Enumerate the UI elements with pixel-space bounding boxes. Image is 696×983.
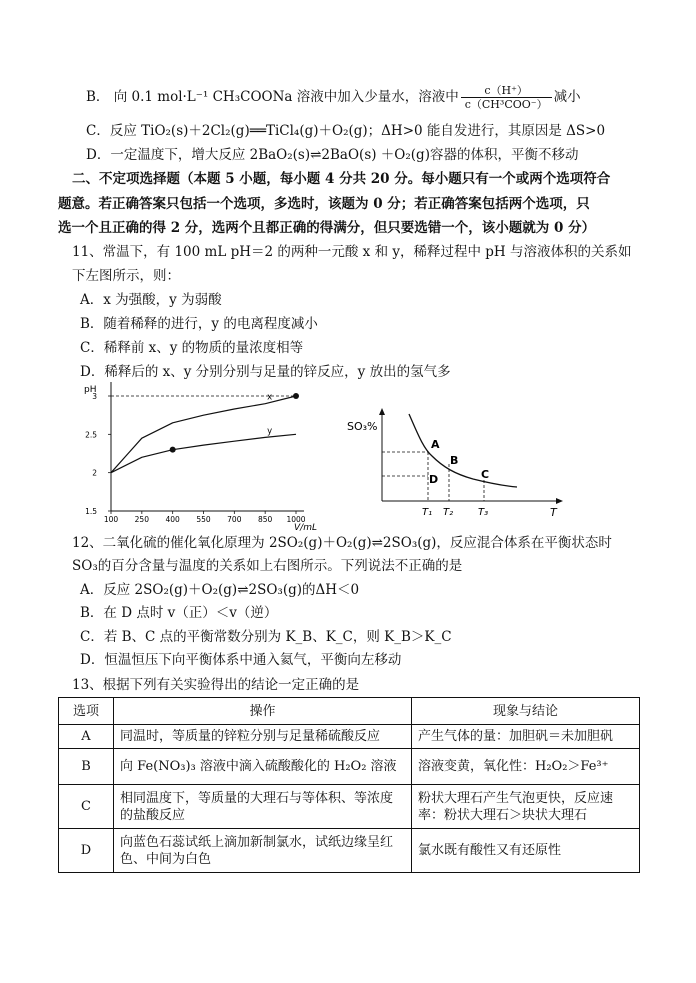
t1-tick-label: T₁ bbox=[422, 507, 433, 518]
fraction-denominator: c（CH³COO⁻） bbox=[464, 98, 548, 111]
option-c: C．反应 TiO₂(s)＋2Cl₂(g)══TiCl₄(g)＋O₂(g)；ΔH>0 能自发进行，其原因是 ΔS>0 bbox=[86, 123, 606, 139]
q12-option-d: D．恒温恒压下向平衡体系中通入氦气，平衡向左移动 bbox=[80, 652, 402, 668]
experiment-table bbox=[58, 697, 640, 873]
ph-marker-point bbox=[293, 393, 299, 399]
q11-stem-line2: 下左图所示，则： bbox=[72, 268, 180, 284]
ph-x-tick-label: 550 bbox=[196, 515, 211, 524]
q11-option-b: B．随着稀释的进行，y 的电离程度减小 bbox=[80, 316, 318, 332]
ph-series-x-label: x bbox=[267, 392, 273, 403]
q12-stem-line2: SO₃的百分含量与温度的关系如上右图所示。下列说法不正确的是 bbox=[72, 558, 463, 574]
table-header-row bbox=[59, 698, 640, 725]
table-row bbox=[59, 725, 640, 749]
table-row bbox=[59, 785, 640, 829]
q11-option-c: C．稀释前 x、y 的物质的量浓度相等 bbox=[80, 340, 304, 356]
ph-y-tick-label: 1.5 bbox=[85, 507, 97, 516]
point-a-label: A bbox=[431, 438, 440, 451]
row-operation: 向 Fe(NO₃)₃ 溶液中滴入硫酸酸化的 H₂O₂ 溶液 bbox=[114, 749, 412, 785]
ph-x-tick-label: 100 bbox=[103, 515, 119, 524]
q12-option-b: B．在 D 点时 v（正）＜v（逆） bbox=[80, 605, 278, 621]
section-two-line3: 选一个且正确的得 2 分，选两个且都正确的得满分，但只要选错一个，该小题就为 0 分） bbox=[58, 220, 596, 236]
t2-tick-label: T₂ bbox=[443, 507, 454, 518]
ph-marker-point bbox=[170, 447, 176, 453]
q12-option-a: A．反应 2SO₂(g)＋O₂(g)⇌2SO₃(g)的ΔH＜0 bbox=[80, 582, 360, 598]
ph-x-tick-label: 1000 bbox=[286, 515, 306, 524]
so3-temperature-chart bbox=[345, 400, 570, 518]
concentration-fraction bbox=[461, 84, 552, 111]
header-option: 选项 bbox=[59, 698, 114, 725]
row-option: A bbox=[59, 725, 114, 749]
ph-series-y-line bbox=[111, 434, 296, 472]
section-two-line1: 二、不定项选择题（本题 5 小题，每小题 4 分共 20 分。每小题只有一个或两个选项符合 bbox=[72, 171, 611, 187]
q13-stem: 13、根据下列有关实验得出的结论一定正确的是 bbox=[72, 677, 360, 693]
row-option: D bbox=[59, 829, 114, 873]
so3-y-label: SO₃% bbox=[347, 420, 378, 433]
t3-tick-label: T₃ bbox=[478, 507, 489, 518]
so3-x-label: T bbox=[550, 506, 557, 518]
header-operation: 操作 bbox=[114, 698, 412, 725]
ph-x-tick-label: 400 bbox=[165, 515, 180, 524]
point-b-label: B bbox=[450, 454, 459, 467]
row-result: 氯水既有酸性又有还原性 bbox=[412, 829, 640, 873]
row-result: 产生气体的量：加胆矾＝未加胆矾 bbox=[412, 725, 640, 749]
q11-stem-line1: 11、常温下，有 100 mL pH＝2 的两种一元酸 x 和 y，稀释过程中 pH 与溶液体积的关系如 bbox=[72, 244, 632, 260]
section-two-line2: 题意。若正确答案只包括一个选项，多选时，该题为 0 分；若正确答案包括两个选项，只 bbox=[58, 196, 590, 212]
ph-x-tick-label: 700 bbox=[227, 515, 242, 524]
table-row bbox=[59, 749, 640, 785]
ph-y-label: pH bbox=[84, 385, 97, 395]
row-operation: 同温时，等质量的锌粒分别与足量稀硫酸反应 bbox=[114, 725, 412, 749]
q11-option-a: A．x 为强酸，y 为弱酸 bbox=[80, 292, 222, 308]
ph-y-tick-label: 2.5 bbox=[85, 430, 97, 440]
ph-x-tick-label: 250 bbox=[134, 515, 149, 524]
ph-x-tick-label: 850 bbox=[258, 515, 273, 524]
ph-series-y-label: y bbox=[267, 426, 273, 437]
row-operation: 相同温度下，等质量的大理石与等体积、等浓度的盐酸反应 bbox=[114, 785, 412, 829]
row-operation: 向蓝色石蕊试纸上滴加新制氯水，试纸边缘呈红色、中间为白色 bbox=[114, 829, 412, 873]
ph-x-label: V/mL bbox=[294, 523, 317, 532]
table-row bbox=[59, 829, 640, 873]
ph-y-tick-label: 2 bbox=[92, 468, 97, 478]
option-b-text: B． 向 0.1 mol·L⁻¹ CH₃COONa 溶液中加入少量水，溶液中 bbox=[86, 89, 459, 105]
so3-y-arrow bbox=[379, 408, 385, 415]
so3-x-arrow bbox=[556, 498, 563, 504]
fraction-numerator: c（H⁺） bbox=[461, 84, 552, 98]
q11-option-d: D．稀释后的 x、y 分别分别与足量的锌反应，y 放出的氢气多 bbox=[80, 364, 451, 380]
row-result: 溶液变黄，氧化性：H₂O₂＞Fe³⁺ bbox=[412, 749, 640, 785]
header-result: 现象与结论 bbox=[412, 698, 640, 725]
ph-y-tick-label: 3 bbox=[92, 392, 97, 401]
row-option: B bbox=[59, 749, 114, 785]
option-d: D．一定温度下，增大反应 2BaO₂(s)⇌2BaO(s) ＋O₂(g)容器的体积，平衡不移动 bbox=[86, 147, 579, 163]
row-result: 粉状大理石产生气泡更快，反应速率：粉状大理石＞块状大理石 bbox=[412, 785, 640, 829]
row-option: C bbox=[59, 785, 114, 829]
q12-stem-line1: 12、二氧化硫的催化氧化原理为 2SO₂(g)＋O₂(g)⇌2SO₃(g)，反应混合体系在平衡状态时 bbox=[72, 535, 612, 551]
so3-equilibrium-curve bbox=[409, 414, 517, 487]
point-d-label: D bbox=[429, 473, 439, 486]
option-b-suffix: 减小 bbox=[553, 89, 581, 105]
option-b bbox=[86, 84, 581, 111]
point-c-label: C bbox=[481, 468, 490, 481]
q12-option-c: C．若 B、C 点的平衡常数分别为 K_B、K_C，则 K_B＞K_C bbox=[80, 629, 452, 645]
ph-volume-chart bbox=[78, 378, 340, 532]
